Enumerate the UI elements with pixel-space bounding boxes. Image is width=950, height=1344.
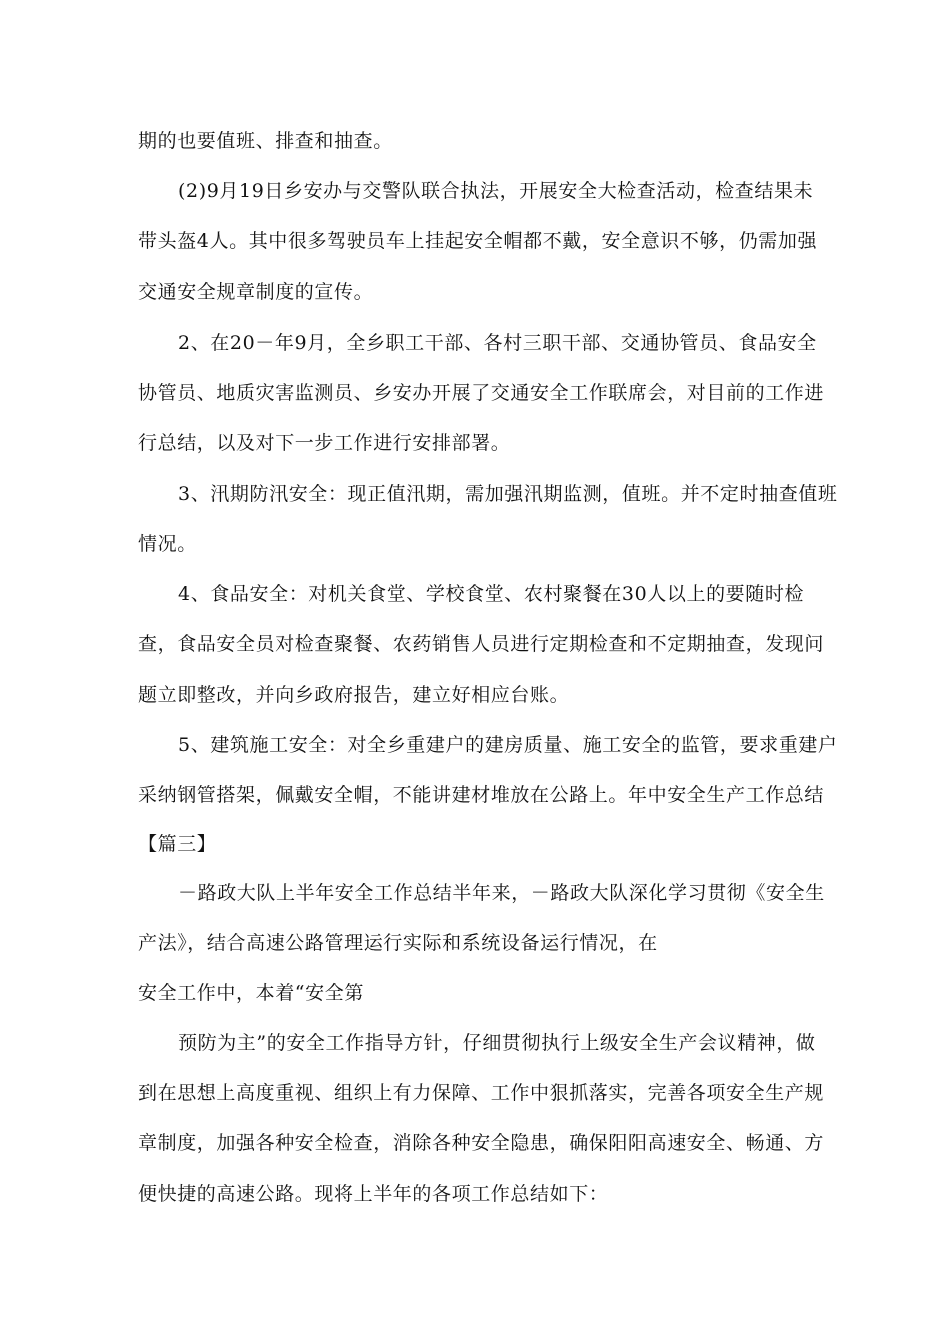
text-line: 协管员、地质灾害监测员、乡安办开展了交通安全工作联席会，对目前的工作进 [138,382,825,404]
text-line: －路政大队上半年安全工作总结半年来，－路政大队深化学习贯彻《安全生 [178,882,825,904]
text-line: 预防为主”的安全工作指导方针，仔细贯彻执行上级安全生产会议精神，做 [178,1032,816,1054]
text-line: 采纳钢管搭架，佩戴安全帽，不能讲建材堆放在公路上。年中安全生产工作总结 [138,784,825,806]
text-line: 情况。 [138,533,197,555]
text-line: 带头盔4人。其中很多驾驶员车上挂起安全帽都不戴，安全意识不够，仍需加强 [138,230,818,252]
text-line: 行总结，以及对下一步工作进行安排部署。 [138,432,511,454]
text-line: 到在思想上高度重视、组织上有力保障、工作中狠抓落实，完善各项安全生产规 [138,1082,825,1104]
section-heading: 【篇三】 [138,833,217,855]
text-line: 便快捷的高速公路。现将上半年的各项工作总结如下： [138,1183,609,1205]
text-line: 交通安全规章制度的宣传。 [138,281,374,303]
text-line: 查，食品安全员对检查聚餐、农药销售人员进行定期检查和不定期抽查，发现问 [138,633,825,655]
text-line: 安全工作中，本着“安全第 [138,982,364,1004]
text-line: 题立即整改，并向乡政府报告，建立好相应台账。 [138,684,570,706]
text-line: (2)9月19日乡安办与交警队联合执法，开展安全大检查活动，检查结果未 [178,180,814,202]
text-line: 产法》，结合高速公路管理运行实际和系统设备运行情况，在 [138,932,658,954]
text-line: 5、建筑施工安全：对全乡重建户的建房质量、施工安全的监管，要求重建户 [178,734,838,756]
text-line: 期的也要值班、排查和抽查。 [138,130,393,152]
text-line: 2、在20－年9月，全乡职工干部、各村三职干部、交通协管员、食品安全 [178,332,817,354]
text-line: 章制度，加强各种安全检查，消除各种安全隐患，确保阳阳高速安全、畅通、方 [138,1132,825,1154]
text-line: 3、汛期防汛安全：现正值汛期，需加强汛期监测，值班。并不定时抽查值班 [178,483,838,505]
text-line: 4、食品安全：对机关食堂、学校食堂、农村聚餐在30人以上的要随时检 [178,583,805,605]
